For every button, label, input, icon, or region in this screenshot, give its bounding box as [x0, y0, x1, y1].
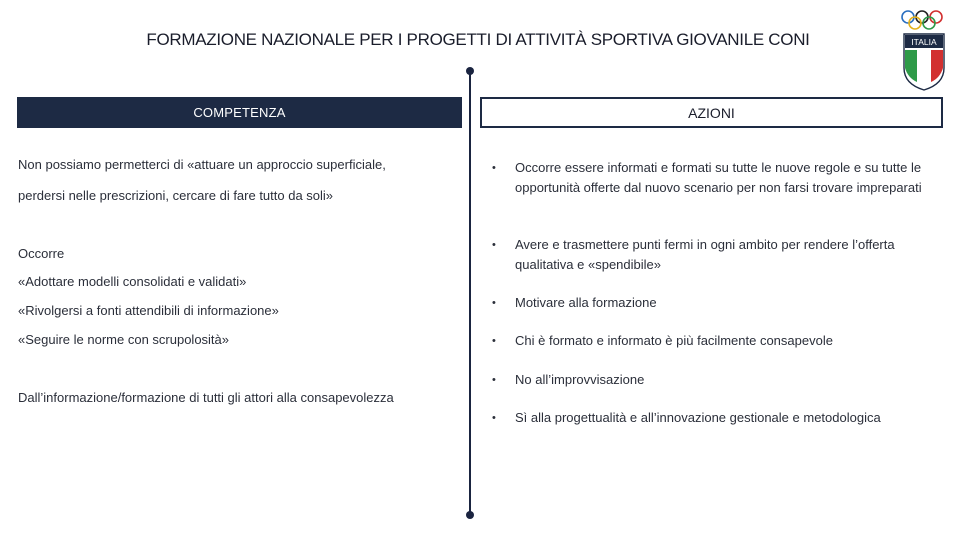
- divider-bottom-dot: [466, 511, 474, 519]
- logo-text: ITALIA: [911, 37, 937, 47]
- left-occorre: Occorre: [18, 246, 65, 261]
- slide-title: FORMAZIONE NAZIONALE PER I PROGETTI DI ATTIVITÀ SPORTIVA GIOVANILE CONI: [146, 30, 810, 49]
- coni-olympic-logo: [898, 8, 950, 92]
- competenza-header: COMPETENZA: [17, 97, 462, 128]
- left-item: «Adottare modelli consolidati e validati»: [18, 274, 247, 289]
- action-item: No all’improvvisazione: [515, 372, 645, 387]
- bullet-icon: •: [492, 239, 496, 251]
- bullet-icon: •: [492, 297, 496, 309]
- left-conclusion: Dall’informazione/formazione di tutti gli attori alla consapevolezza: [18, 390, 394, 405]
- bullet-icon: •: [492, 335, 496, 347]
- bullet-icon: •: [492, 412, 496, 424]
- left-item: «Rivolgersi a fonti attendibili di informazione»: [18, 303, 279, 318]
- divider-top-dot: [466, 67, 474, 75]
- action-item: Chi è formato e informato è più facilmente consapevole: [515, 333, 833, 348]
- action-item: Occorre essere informati e formati su tutte le nuove regole e su tutte le opportunità offerte dal nuovo scenario per non farsi trovare impreparati: [515, 160, 922, 195]
- bullet-icon: •: [492, 162, 496, 174]
- left-item: «Seguire le norme con scrupolosità»: [18, 332, 230, 347]
- action-item: Motivare alla formazione: [515, 295, 657, 310]
- azioni-header: AZIONI: [480, 97, 943, 128]
- action-item: Avere e trasmettere punti fermi in ogni ambito per rendere l’offerta qualitativa e «spendibile»: [515, 237, 895, 272]
- left-paragraph-2: perdersi nelle prescrizioni, cercare di fare tutto da soli»: [18, 188, 334, 203]
- bullet-icon: •: [492, 374, 496, 386]
- action-item: Sì alla progettualità e all’innovazione gestionale e metodologica: [515, 410, 881, 425]
- left-paragraph-1: Non possiamo permetterci di «attuare un approccio superficiale,: [18, 157, 386, 172]
- vertical-divider: [469, 72, 471, 516]
